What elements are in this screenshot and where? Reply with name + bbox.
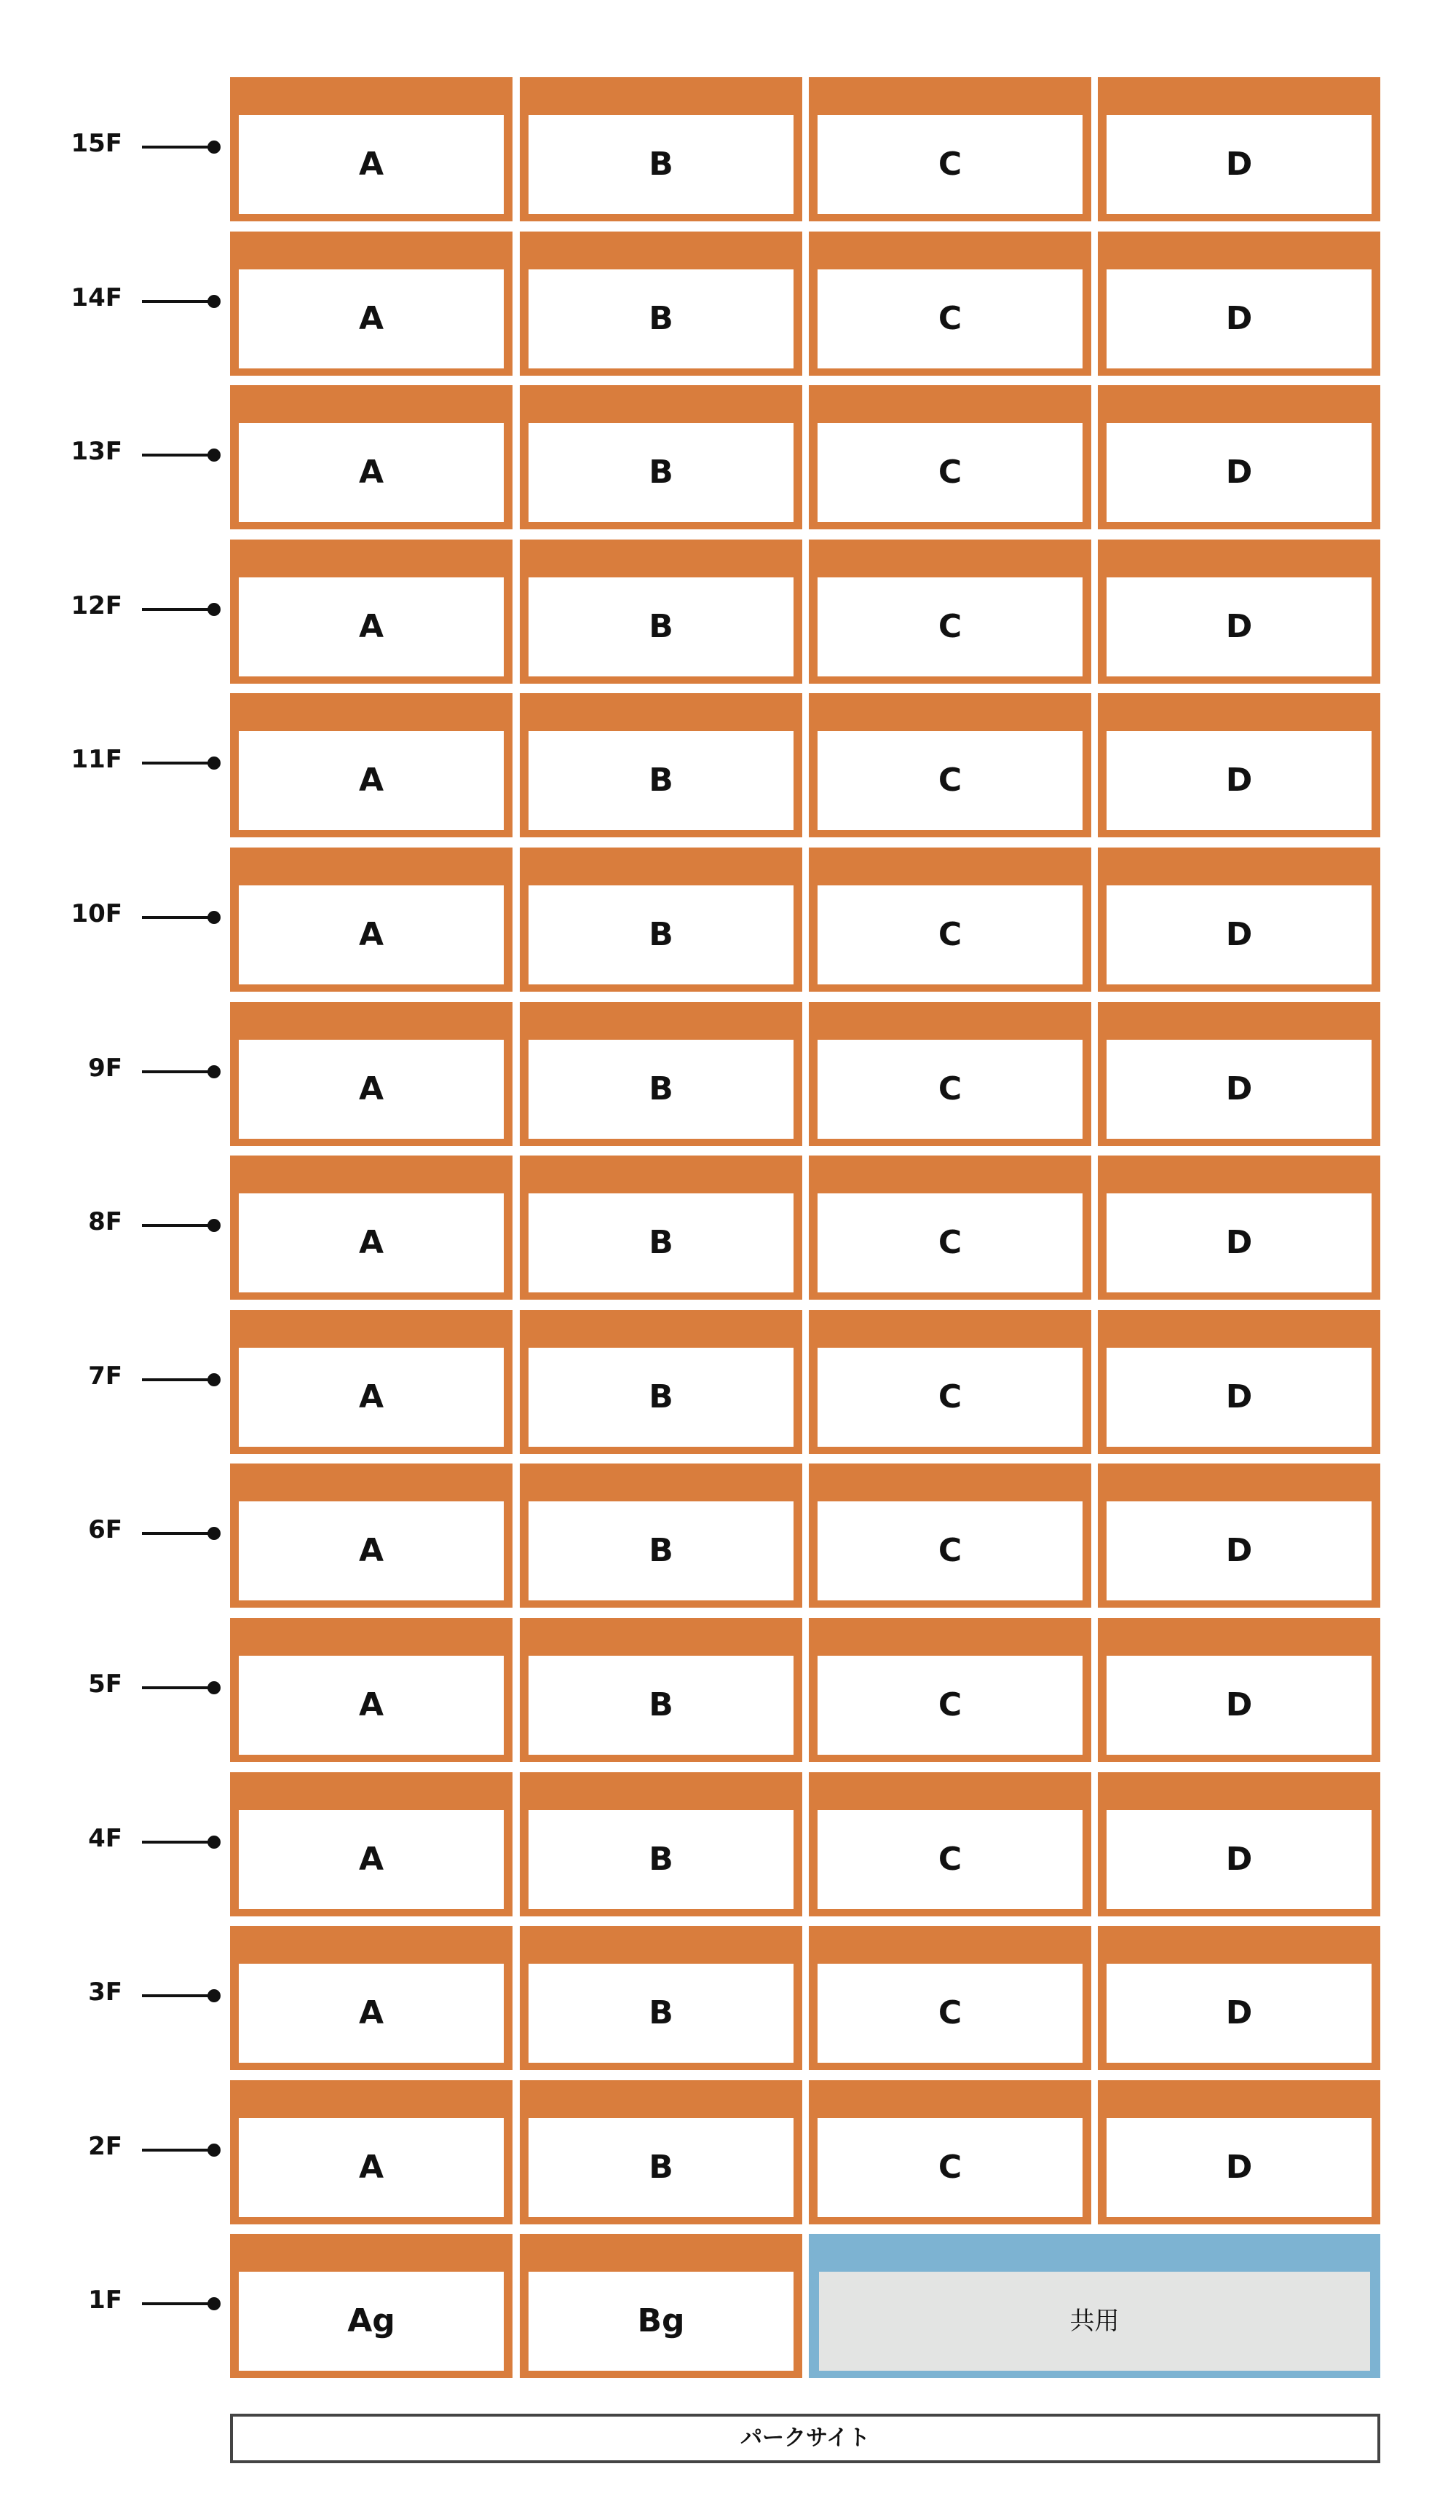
unit-label: B — [649, 1070, 673, 1107]
floor-leader-line — [142, 2302, 215, 2305]
unit-13f-b — [520, 385, 802, 529]
unit-9f-c — [809, 1002, 1091, 1146]
floor-leader-dot — [207, 603, 221, 616]
floor-label: 1F — [88, 2286, 122, 2315]
unit-8f-a — [230, 1156, 513, 1300]
floor-label: 14F — [71, 283, 122, 312]
unit-label: B — [649, 1532, 673, 1569]
unit-2f-a — [230, 2080, 513, 2224]
unit-8f-d — [1098, 1156, 1380, 1300]
unit-label: A — [358, 1378, 384, 1415]
unit-label: B — [649, 1378, 673, 1415]
unit-label: B — [649, 1994, 673, 2031]
unit-4f-b — [520, 1772, 802, 1916]
unit-label: A — [358, 146, 384, 183]
unit-label: D — [1225, 1841, 1253, 1878]
unit-6f-b — [520, 1464, 802, 1608]
unit-label: C — [938, 2149, 962, 2186]
unit-label: D — [1225, 454, 1253, 491]
unit-label: C — [938, 1686, 962, 1723]
unit-label: A — [358, 2149, 384, 2186]
unit-12f-a — [230, 540, 513, 684]
unit-label: A — [358, 454, 384, 491]
unit-label: B — [649, 1841, 673, 1878]
floor-label: 12F — [71, 591, 122, 620]
floor-label: 3F — [88, 1978, 122, 2007]
unit-7f-c — [809, 1310, 1091, 1454]
floor-leader-dot — [207, 449, 221, 462]
unit-8f-c — [809, 1156, 1091, 1300]
floor-leader-line — [142, 1841, 215, 1844]
unit-label: D — [1225, 1070, 1253, 1107]
unit-12f-c — [809, 540, 1091, 684]
floor-row-9f — [0, 1002, 1456, 1146]
unit-label: A — [358, 1532, 384, 1569]
unit-3f-b — [520, 1926, 802, 2070]
unit-label: A — [358, 1994, 384, 2031]
floor-leader-line — [142, 146, 215, 149]
unit-4f-c — [809, 1772, 1091, 1916]
unit-label: C — [938, 1994, 962, 2031]
unit-label: D — [1225, 608, 1253, 645]
unit-label: B — [649, 146, 673, 183]
floor-label: 7F — [88, 1362, 122, 1391]
floor-leader-line — [142, 454, 215, 457]
unit-label: C — [938, 1841, 962, 1878]
unit-8f-b — [520, 1156, 802, 1300]
unit-label: B — [649, 916, 673, 953]
unit-label: D — [1225, 1532, 1253, 1569]
unit-label: C — [938, 300, 962, 337]
floor-leader-dot — [207, 757, 221, 770]
park-site-box — [230, 2414, 1380, 2463]
common-area — [809, 2234, 1380, 2378]
floor-leader-dot — [207, 1527, 221, 1540]
unit-label: B — [649, 608, 673, 645]
unit-label: C — [938, 1378, 962, 1415]
common-area-label: 共用 — [1069, 2307, 1120, 2336]
unit-15f-a — [230, 77, 513, 221]
unit-5f-b — [520, 1618, 802, 1762]
unit-label: D — [1225, 146, 1253, 183]
unit-7f-b — [520, 1310, 802, 1454]
floor-row-1f — [0, 2234, 1456, 2378]
floor-leader-line — [142, 762, 215, 765]
unit-label: B — [649, 762, 673, 799]
unit-14f-b — [520, 232, 802, 376]
unit-2f-b — [520, 2080, 802, 2224]
unit-6f-a — [230, 1464, 513, 1608]
unit-label: A — [358, 608, 384, 645]
floor-row-7f — [0, 1310, 1456, 1454]
unit-label: D — [1225, 1378, 1253, 1415]
floor-row-5f — [0, 1618, 1456, 1762]
unit-9f-b — [520, 1002, 802, 1146]
unit-label: A — [358, 1070, 384, 1107]
unit-10f-b — [520, 848, 802, 992]
unit-label: Bg — [637, 2302, 685, 2339]
unit-5f-d — [1098, 1618, 1380, 1762]
unit-4f-d — [1098, 1772, 1380, 1916]
unit-label: C — [938, 1070, 962, 1107]
floor-label: 5F — [88, 1670, 122, 1699]
unit-label: Ag — [347, 2302, 395, 2339]
floor-leader-dot — [207, 1989, 221, 2002]
unit-label: C — [938, 146, 962, 183]
floor-leader-dot — [207, 911, 221, 924]
unit-2f-d — [1098, 2080, 1380, 2224]
floor-row-8f — [0, 1156, 1456, 1300]
unit-3f-a — [230, 1926, 513, 2070]
unit-5f-c — [809, 1618, 1091, 1762]
floor-leader-dot — [207, 1681, 221, 1694]
floor-row-13f — [0, 385, 1456, 529]
unit-3f-c — [809, 1926, 1091, 2070]
unit-ag — [230, 2234, 513, 2378]
unit-9f-a — [230, 1002, 513, 1146]
floor-row-2f — [0, 2080, 1456, 2224]
floor-leader-dot — [207, 2144, 221, 2157]
floor-leader-line — [142, 1994, 215, 1997]
unit-label: A — [358, 300, 384, 337]
floor-label: 13F — [71, 437, 122, 466]
unit-15f-d — [1098, 77, 1380, 221]
unit-label: A — [358, 916, 384, 953]
unit-label: B — [649, 2149, 673, 2186]
floor-row-3f — [0, 1926, 1456, 2070]
unit-10f-a — [230, 848, 513, 992]
unit-11f-a — [230, 693, 513, 837]
floor-leader-line — [142, 1532, 215, 1535]
unit-label: C — [938, 916, 962, 953]
floor-row-10f — [0, 848, 1456, 992]
floor-row-6f — [0, 1464, 1456, 1608]
floor-leader-dot — [207, 141, 221, 154]
floor-leader-dot — [207, 295, 221, 308]
unit-6f-d — [1098, 1464, 1380, 1608]
unit-9f-d — [1098, 1002, 1380, 1146]
unit-label: B — [649, 300, 673, 337]
floor-label: 6F — [88, 1515, 122, 1544]
floor-row-12f — [0, 540, 1456, 684]
unit-label: B — [649, 1686, 673, 1723]
floor-leader-line — [142, 300, 215, 303]
unit-label: D — [1225, 1224, 1253, 1261]
floor-label: 11F — [71, 745, 122, 774]
floor-label: 15F — [71, 129, 122, 158]
unit-10f-c — [809, 848, 1091, 992]
floor-leader-line — [142, 1224, 215, 1227]
floor-leader-dot — [207, 1219, 221, 1232]
unit-11f-d — [1098, 693, 1380, 837]
unit-3f-d — [1098, 1926, 1380, 2070]
unit-13f-d — [1098, 385, 1380, 529]
unit-13f-a — [230, 385, 513, 529]
unit-label: C — [938, 1224, 962, 1261]
floor-label: 9F — [88, 1054, 122, 1083]
floor-label: 10F — [71, 899, 122, 928]
unit-label: A — [358, 1686, 384, 1723]
floor-leader-line — [142, 2149, 215, 2152]
unit-14f-d — [1098, 232, 1380, 376]
unit-10f-d — [1098, 848, 1380, 992]
floor-label: 2F — [88, 2132, 122, 2161]
unit-label: D — [1225, 1686, 1253, 1723]
unit-6f-c — [809, 1464, 1091, 1608]
unit-11f-b — [520, 693, 802, 837]
floor-leader-line — [142, 916, 215, 919]
unit-label: B — [649, 454, 673, 491]
unit-label: D — [1225, 916, 1253, 953]
floor-row-15f — [0, 77, 1456, 221]
unit-label: C — [938, 608, 962, 645]
floor-leader-line — [142, 1378, 215, 1381]
floor-label: 4F — [88, 1824, 122, 1853]
unit-14f-a — [230, 232, 513, 376]
floor-leader-dot — [207, 1065, 221, 1078]
park-site-label: パークサイト — [740, 2425, 870, 2451]
unit-4f-a — [230, 1772, 513, 1916]
unit-7f-a — [230, 1310, 513, 1454]
floor-leader-line — [142, 1686, 215, 1689]
unit-5f-a — [230, 1618, 513, 1762]
unit-label: A — [358, 1841, 384, 1878]
unit-label: C — [938, 762, 962, 799]
unit-label: A — [358, 1224, 384, 1261]
unit-label: D — [1225, 1994, 1253, 2031]
unit-label: A — [358, 762, 384, 799]
unit-label: C — [938, 454, 962, 491]
floor-leader-line — [142, 1070, 215, 1073]
floor-leader-dot — [207, 2297, 221, 2310]
unit-13f-c — [809, 385, 1091, 529]
unit-11f-c — [809, 693, 1091, 837]
floor-row-11f — [0, 693, 1456, 837]
unit-label: D — [1225, 762, 1253, 799]
unit-2f-c — [809, 2080, 1091, 2224]
unit-label: B — [649, 1224, 673, 1261]
unit-15f-b — [520, 77, 802, 221]
unit-15f-c — [809, 77, 1091, 221]
unit-label: D — [1225, 2149, 1253, 2186]
unit-14f-c — [809, 232, 1091, 376]
floor-leader-dot — [207, 1836, 221, 1849]
floor-label: 8F — [88, 1207, 122, 1236]
floor-row-4f — [0, 1772, 1456, 1916]
unit-12f-d — [1098, 540, 1380, 684]
unit-bg — [520, 2234, 802, 2378]
floor-row-14f — [0, 232, 1456, 376]
unit-12f-b — [520, 540, 802, 684]
floor-leader-dot — [207, 1373, 221, 1386]
unit-label: C — [938, 1532, 962, 1569]
unit-7f-d — [1098, 1310, 1380, 1454]
floor-leader-line — [142, 608, 215, 611]
unit-label: D — [1225, 300, 1253, 337]
